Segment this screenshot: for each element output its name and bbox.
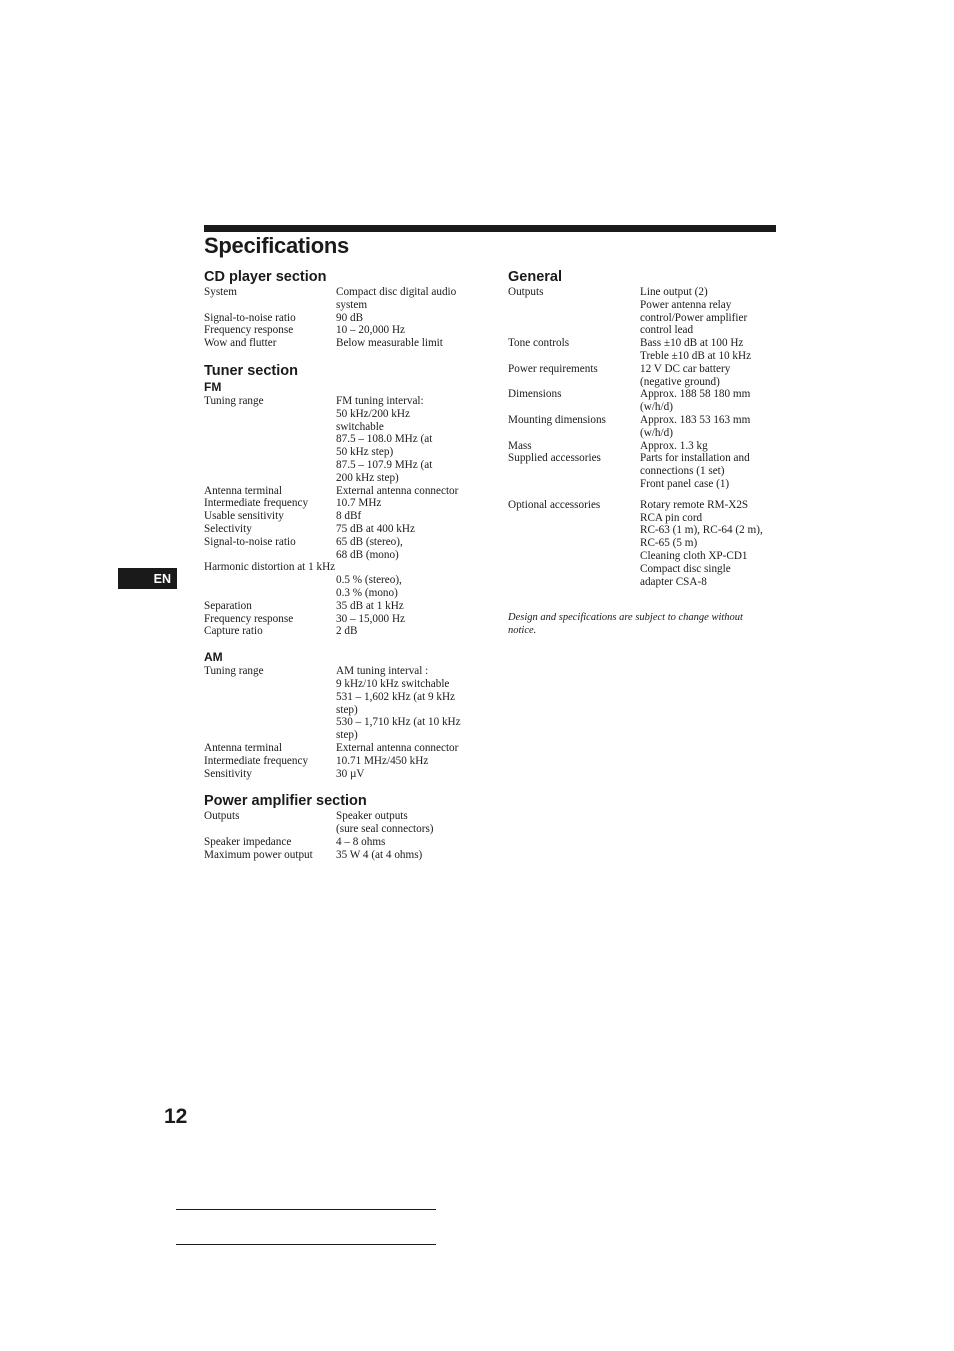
- spec-value-line: (negative ground): [640, 375, 720, 388]
- spec-row: [204, 395, 479, 485]
- optional-accessories-label: Optional accessories: [508, 498, 601, 511]
- spec-label: Tone controls: [508, 337, 570, 350]
- spec-value: [336, 810, 479, 836]
- spec-value: [640, 363, 778, 389]
- spec-value-line: step): [336, 729, 358, 742]
- spec-label: Outputs: [204, 810, 240, 823]
- spec-row: [508, 414, 778, 440]
- cd-spec-list: [204, 286, 479, 350]
- spec-value-line: 50 kHz/200 kHz: [336, 407, 410, 420]
- spec-value-line: control lead: [640, 324, 694, 337]
- spec-label: Signal-to-noise ratio: [204, 311, 296, 324]
- tuner-section-heading: Tuner section: [204, 362, 298, 379]
- spec-value-line: FM tuning interval:: [336, 394, 424, 407]
- spec-value-line: switchable: [336, 420, 384, 433]
- spec-value: [640, 452, 778, 490]
- spec-row: [508, 286, 778, 337]
- spec-row: [204, 286, 479, 312]
- spec-value-line: 10.71 MHz/450 kHz: [336, 754, 429, 767]
- spec-value-line: RC-63 (1 m), RC-64 (2 m),: [640, 524, 763, 537]
- spec-value-line: 4 – 8 ohms: [336, 835, 386, 848]
- spec-label: Frequency response: [204, 612, 294, 625]
- spec-value-line: 12 V DC car battery: [640, 362, 731, 375]
- spec-row: [508, 388, 778, 414]
- spec-value-line: Approx. 188 58 180 mm: [640, 388, 751, 401]
- spec-value-line: 0.3 % (mono): [336, 586, 398, 599]
- language-tab: EN: [118, 568, 177, 589]
- am-spec-list: [204, 665, 479, 780]
- left-column: [204, 268, 479, 861]
- bottom-rule: [176, 1244, 436, 1245]
- spec-value: [336, 286, 479, 312]
- spec-value: [336, 625, 479, 638]
- spec-label: Dimensions: [508, 388, 562, 401]
- harmonic-label: Harmonic distortion at 1 kHz: [204, 561, 336, 574]
- spec-row: [204, 625, 479, 638]
- spec-value: [336, 755, 479, 768]
- spec-value-line: 530 – 1,710 kHz (at 10 kHz: [336, 716, 461, 729]
- spec-value: [640, 414, 778, 440]
- spec-value-line: 10.7 MHz: [336, 497, 382, 510]
- spec-value-line: (w/h/d): [640, 401, 673, 414]
- spec-value-line: connections (1 set): [640, 465, 725, 478]
- spec-value-line: (w/h/d): [640, 426, 673, 439]
- spec-label: Mass: [508, 439, 532, 452]
- spec-label: Speaker impedance: [204, 835, 292, 848]
- spec-label: Supplied accessories: [508, 452, 601, 465]
- spec-row: [204, 312, 479, 325]
- spec-value: [336, 510, 479, 523]
- spec-label: Usable sensitivity: [204, 510, 284, 523]
- spec-label: Capture ratio: [204, 625, 263, 638]
- spec-label: Intermediate frequency: [204, 754, 309, 767]
- spec-value-line: 531 – 1,602 kHz (at 9 kHz: [336, 690, 455, 703]
- spec-value-line: 30 µV: [336, 767, 365, 780]
- spec-label: Intermediate frequency: [204, 497, 309, 510]
- spec-row: [204, 536, 479, 562]
- spec-label: Tuning range: [204, 665, 264, 678]
- spec-value-line: 200 kHz step): [336, 471, 399, 484]
- spec-value-line: 75 dB at 400 kHz: [336, 522, 415, 535]
- spec-label: Mounting dimensions: [508, 413, 606, 426]
- spec-row: [204, 497, 479, 510]
- spec-label: Antenna terminal: [204, 741, 282, 754]
- page-title: Specifications: [204, 233, 349, 258]
- spec-label: Selectivity: [204, 522, 252, 535]
- page-number: 12: [164, 1105, 188, 1128]
- spec-value-line: 87.5 – 107.9 MHz (at: [336, 458, 433, 471]
- spec-label: Maximum power output: [204, 848, 313, 861]
- spec-value: [336, 485, 479, 498]
- spec-row: [204, 810, 479, 836]
- spec-value-line: 0.5 % (stereo),: [336, 574, 402, 587]
- spec-value-line: Compact disc digital audio: [336, 286, 457, 298]
- spec-label: Separation: [204, 599, 252, 612]
- spec-row: [204, 836, 479, 849]
- general-section-heading: General: [508, 269, 562, 285]
- power-section-heading: Power amplifier section: [204, 793, 367, 810]
- spec-value-line: Compact disc single: [640, 562, 731, 575]
- spec-value-line: Rotary remote RM-X2S: [640, 498, 749, 511]
- fm-spec-list-b: [204, 600, 479, 638]
- spec-value-line: 90 dB: [336, 311, 364, 324]
- spec-value-line: 35 W 4 (at 4 ohms): [336, 848, 423, 861]
- spec-value: [336, 613, 479, 626]
- spec-value: [336, 497, 479, 510]
- general-spec-list: [508, 286, 778, 491]
- spec-row: [204, 768, 479, 781]
- spec-value-line: 65 dB (stereo),: [336, 535, 403, 548]
- spec-row: [204, 665, 479, 742]
- spec-row: [204, 742, 479, 755]
- spec-value-line: Front panel case (1): [640, 477, 730, 490]
- spec-value-line: system: [336, 298, 368, 311]
- spec-label: Frequency response: [204, 324, 294, 337]
- spec-value-line: control/Power amplifier: [640, 311, 748, 324]
- spec-row: [204, 613, 479, 626]
- spec-value: [336, 536, 479, 562]
- spec-label: Wow and flutter: [204, 337, 277, 350]
- spec-value: [336, 337, 479, 350]
- harmonic-values: [336, 574, 479, 600]
- spec-label: Antenna terminal: [204, 484, 282, 497]
- spec-value-line: adapter CSA-8: [640, 575, 707, 588]
- fm-harmonic-distortion: [204, 561, 479, 599]
- cd-section-heading: CD player section: [204, 269, 327, 285]
- spec-label: Signal-to-noise ratio: [204, 535, 296, 548]
- spec-value-line: Bass ±10 dB at 100 Hz: [640, 337, 744, 350]
- am-heading: AM: [204, 650, 223, 665]
- spec-label: Tuning range: [204, 394, 264, 407]
- spec-value-line: 50 kHz step): [336, 446, 394, 459]
- bottom-rule: [176, 1209, 436, 1210]
- spec-row: [204, 337, 479, 350]
- spec-label: Outputs: [508, 286, 544, 298]
- spec-value: [336, 742, 479, 755]
- spec-value: [336, 665, 479, 742]
- spec-value-line: Approx. 183 53 163 mm: [640, 413, 751, 426]
- spec-value: [640, 440, 778, 453]
- spec-value: [640, 388, 778, 414]
- spec-value-line: step): [336, 703, 358, 716]
- change-notice: Design and specifications are subject to change without notice.: [508, 612, 743, 636]
- spec-value-line: Line output (2): [640, 286, 708, 298]
- spec-row: [204, 510, 479, 523]
- spec-value-line: 87.5 – 108.0 MHz (at: [336, 433, 433, 446]
- spec-value-line: External antenna connector: [336, 484, 459, 497]
- spec-value-line: 35 dB at 1 kHz: [336, 599, 404, 612]
- right-column: [508, 268, 778, 588]
- spec-value-line: Power antenna relay: [640, 298, 732, 311]
- fm-heading: FM: [204, 379, 222, 394]
- spec-value-line: RCA pin cord: [640, 511, 703, 524]
- spec-row: [204, 485, 479, 498]
- power-spec-list: [204, 810, 479, 861]
- spec-value: [336, 768, 479, 781]
- spec-row: [204, 849, 479, 862]
- spec-value: [640, 286, 778, 337]
- spec-value: [336, 836, 479, 849]
- spec-value: [336, 312, 479, 325]
- spec-value-line: RC-65 (5 m): [640, 537, 698, 550]
- spec-row: [204, 600, 479, 613]
- spec-row: [204, 523, 479, 536]
- fm-spec-list-a: [204, 395, 479, 561]
- spec-value-line: Approx. 1.3 kg: [640, 439, 708, 452]
- spec-row: [508, 363, 778, 389]
- spec-value: [640, 337, 778, 363]
- spec-row: [508, 452, 778, 490]
- spec-value-line: 8 dBf: [336, 510, 362, 523]
- spec-value: [336, 395, 479, 485]
- spec-label: Sensitivity: [204, 767, 252, 780]
- spec-label: Power requirements: [508, 362, 598, 375]
- spec-label: System: [204, 286, 237, 298]
- spec-value-line: Treble ±10 dB at 10 kHz: [640, 349, 752, 362]
- optional-accessories: [508, 499, 778, 589]
- spec-value-line: 10 – 20,000 Hz: [336, 324, 405, 337]
- spec-value-line: (sure seal connectors): [336, 823, 434, 836]
- spec-value: [336, 523, 479, 536]
- spec-row: [508, 440, 778, 453]
- spec-value: [336, 324, 479, 337]
- spec-row: [204, 324, 479, 337]
- spec-value-line: External antenna connector: [336, 741, 459, 754]
- spec-row: [204, 755, 479, 768]
- spec-value-line: 2 dB: [336, 625, 358, 638]
- spec-value-line: Below measurable limit: [336, 337, 443, 350]
- spec-value: [336, 600, 479, 613]
- optional-accessories-value: [640, 499, 778, 589]
- spec-value-line: 68 dB (mono): [336, 548, 399, 561]
- spec-value: [336, 849, 479, 862]
- spec-value-line: Speaker outputs: [336, 810, 408, 823]
- spec-value-line: Parts for installation and: [640, 452, 750, 465]
- spec-value-line: 9 kHz/10 kHz switchable: [336, 677, 450, 690]
- spec-row: [508, 337, 778, 363]
- spec-value-line: Cleaning cloth XP-CD1: [640, 549, 748, 562]
- spec-value-line: AM tuning interval :: [336, 665, 429, 678]
- spec-value-line: 30 – 15,000 Hz: [336, 612, 405, 625]
